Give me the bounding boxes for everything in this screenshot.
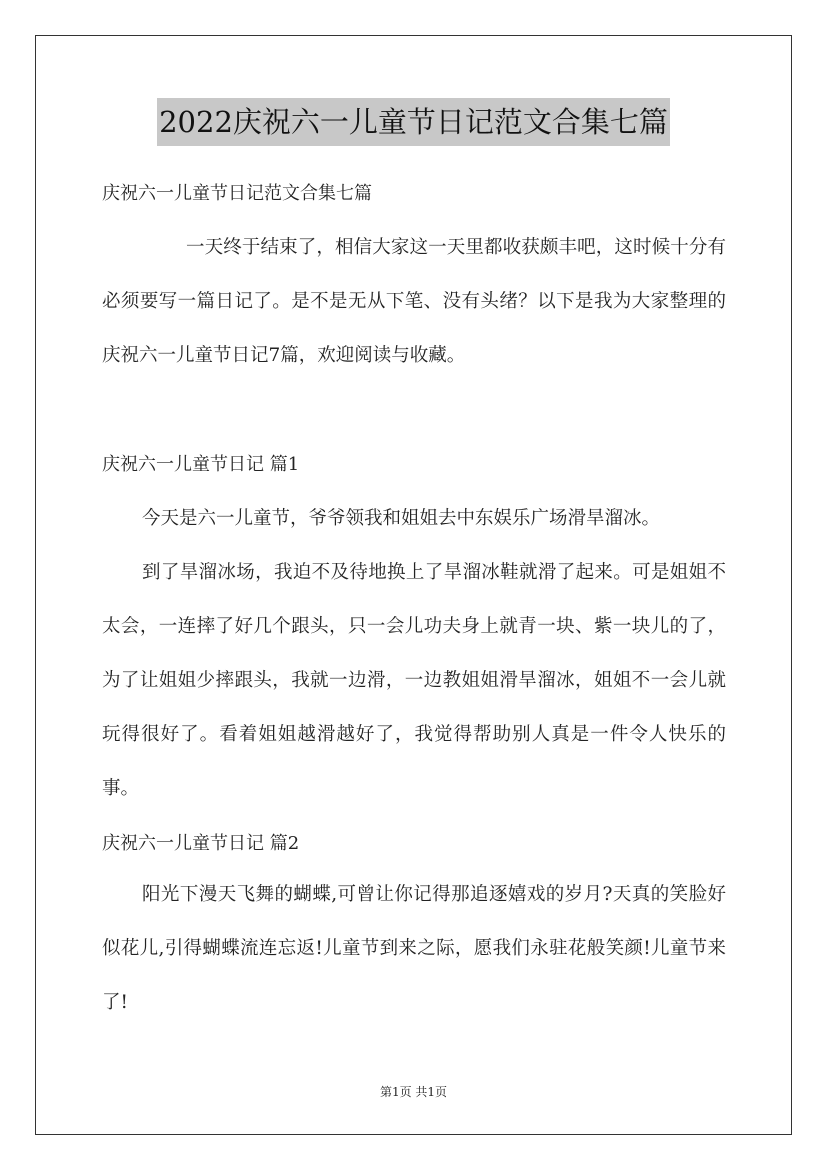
intro-paragraph: 一天终于结束了，相信大家这一天里都收获颇丰吧，这时候十分有必须要写一篇日记了。是不是无从下笔、没有头绪？以下是我为大家整理的庆祝六一儿童节日记7篇，欢迎阅读与收藏。 (102, 237, 726, 366)
section-1-paragraph-1: 今天是六一儿童节，爷爷领我和姐姐去中东娱乐广场滑旱溜冰。 (142, 508, 661, 529)
section-1-heading: 庆祝六一儿童节日记 篇1 (102, 454, 300, 475)
document-title: 2022庆祝六一儿童节日记范文合集七篇 (157, 98, 670, 146)
section-2-paragraph-1: 阳光下漫天飞舞的蝴蝶,可曾让你记得那追逐嬉戏的岁月?天真的笑脸好似花儿,引得蝴蝶流连忘返!儿童节到来之际，愿我们永驻花般笑颜!儿童节来了! (102, 884, 726, 1013)
section-2-heading: 庆祝六一儿童节日记 篇2 (102, 833, 300, 854)
page-footer: 第1页 共1页 (379, 1085, 448, 1099)
title-container (0, 98, 827, 146)
document-subtitle: 庆祝六一儿童节日记范文合集七篇 (102, 183, 372, 204)
section-1-paragraph-2: 到了旱溜冰场，我迫不及待地换上了旱溜冰鞋就滑了起来。可是姐姐不太会，一连摔了好几个跟头，只一会儿功夫身上就青一块、紫一块儿的了，为了让姐姐少摔跟头，我就一边滑，一边教姐姐滑旱溜冰，姐姐不一会儿就玩得很好了。看着姐姐越滑越好了，我觉得帮助别人真是一件令人快乐的事。 (102, 562, 726, 799)
